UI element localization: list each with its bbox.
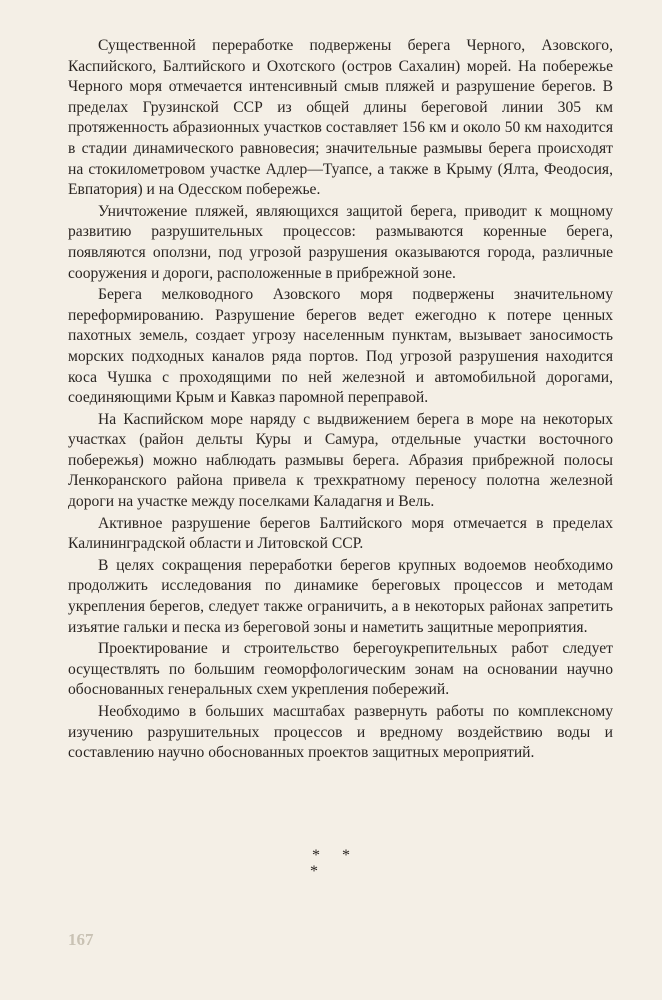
separator-star-left: * xyxy=(312,847,320,864)
paragraph-azov-sea: Берега мелководного Азовского моря подвержены значительному переформированию. Разрушение берегов ведет ежегодно к потере ценных пахотных земель, создает угрозу населенным пунктам, вызывает заносимость морских подходных каналов ряда портов. Под угрозой разрушения находится коса Чушка с проходящими по ней железной и автомобильной дорогами, соединяющими Крым и Кавказ паромной переправой. xyxy=(68,286,613,407)
paragraph-research-measures: В целях сокращения переработки берегов крупных водоемов необходимо продолжить исследования по динамике береговых процессов и методам укрепления берегов, следует также ограничить, а в некоторых районах запретить изъятие гальки и песка из береговой зоны и наметить защитные мероприятия. xyxy=(68,556,613,636)
paragraph-design-construction: Проектирование и строительство берегоукрепительных работ следует осуществлять по большим геоморфологическим зонам на основании научно обоснованных генеральных схем укрепления побережий. xyxy=(68,640,613,699)
paragraph-caspian-sea: На Каспийском море наряду с выдвижением берега в море на некоторых участках (район дельты Куры и Самура, отдельные участки восточного побережья) можно наблюдать размывы берега. Абразия прибрежной полосы Ленкоранского района привела к трехкратному переносу полотна железной дороги на участке между поселками Каладагня и Вель. xyxy=(68,410,613,511)
paragraph-beach-destruction: Уничтожение пляжей, являющихся защитой берега, приводит к мощному развитию разрушительных процессов: размываются коренные берега, появляются оползни, под угрозой разрушения оказываются города, различные сооружения и дороги, расположенные в прибрежной зоне. xyxy=(68,202,613,282)
separator-star-bottom: * xyxy=(310,863,318,880)
paragraph-black-sea: Существенной переработке подвержены берега Черного, Азовского, Каспийского, Балтийского и Охотского (остров Сахалин) морей. На побережье Черного моря отмечается интенсивный смыв пляжей и разрушение берегов. В пределах Грузинской ССР из общей длины береговой линии 305 км протяженность абразионных участков составляет 156 км и около 50 км находится в стадии динамического равновесия; значительные размывы берега происходят на стокилометровом участке Адлер—Туапсе, а также в Крыму (Ялта, Феодосия, Евпатория) и на Одесском побережье. xyxy=(68,37,613,199)
separator-star-right: * xyxy=(342,847,350,864)
paragraph-baltic-sea: Активное разрушение берегов Балтийского моря отмечается в пределах Калининградской области и Литовской ССР. xyxy=(68,514,613,553)
paragraph-large-scale-work: Необходимо в больших масштабах развернуть работы по комплексному изучению разрушительных процессов и вредному воздействию воды и составлению научно обоснованных проектов защитных мероприятий. xyxy=(68,703,613,762)
section-separator xyxy=(0,847,662,880)
page-number: 167 xyxy=(68,930,94,949)
body-text xyxy=(68,36,613,764)
